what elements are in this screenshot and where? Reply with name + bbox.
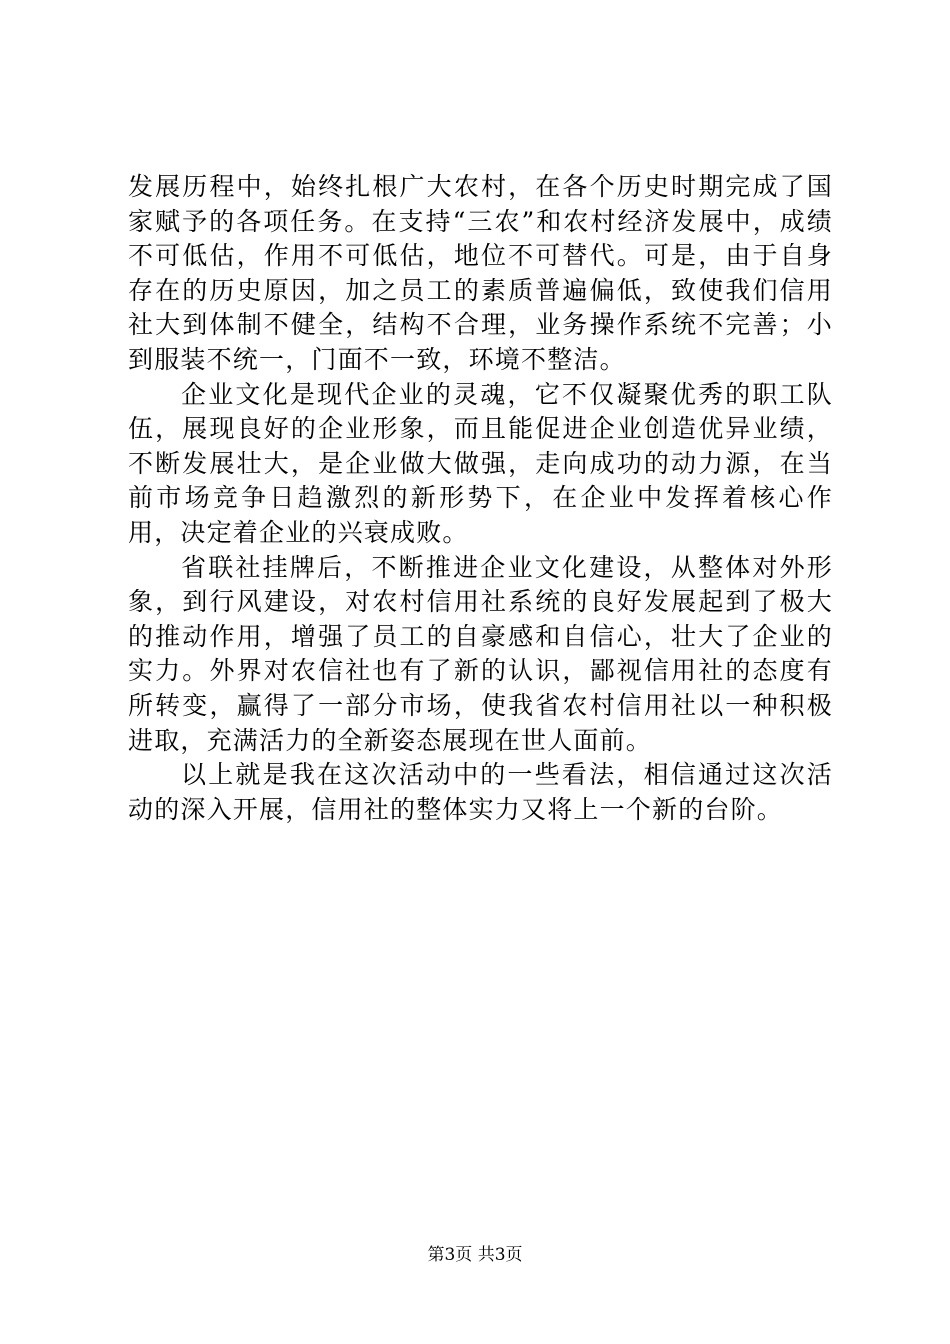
page-footer: [0, 1244, 950, 1266]
page-number-label: 第3页 共3页: [427, 1245, 523, 1265]
paragraph-corporate-culture: 企业文化是现代企业的灵魂，它不仅凝聚优秀的职工队伍，展现良好的企业形象，而且能促进企业创造优异业绩，不断发展壮大，是企业做大做强，走向成功的动力源，在当前市场竞争日趋激烈的新形势下，在企业中发挥着核心作用，决定着企业的兴衰成败。: [128, 379, 833, 547]
paragraph-continued: 发展历程中，始终扎根广大农村，在各个历史时期完成了国家赋予的各项任务。在支持“三农”和农村经济发展中，成绩不可低估，作用不可低估，地位不可替代。可是，由于自身存在的历史原因，加之员工的素质普遍偏低，致使我们信用社大到体制不健全，结构不合理，业务操作系统不完善；小到服装不统一，门面不一致，环境不整洁。: [128, 172, 833, 374]
paragraph-conclusion: 以上就是我在这次活动中的一些看法，相信通过这次活动的深入开展，信用社的整体实力又将上一个新的台阶。: [128, 760, 833, 824]
document-body: [128, 170, 833, 827]
paragraph-provincial-union: 省联社挂牌后，不断推进企业文化建设，从整体对外形象，到行风建设，对农村信用社系统的良好发展起到了极大的推动作用，增强了员工的自豪感和自信心，壮大了企业的实力。外界对农信社也有了新的认识，鄙视信用社的态度有所转变，赢得了一部分市场，使我省农村信用社以一种积极进取，充满活力的全新姿态展现在世人面前。: [128, 552, 833, 755]
